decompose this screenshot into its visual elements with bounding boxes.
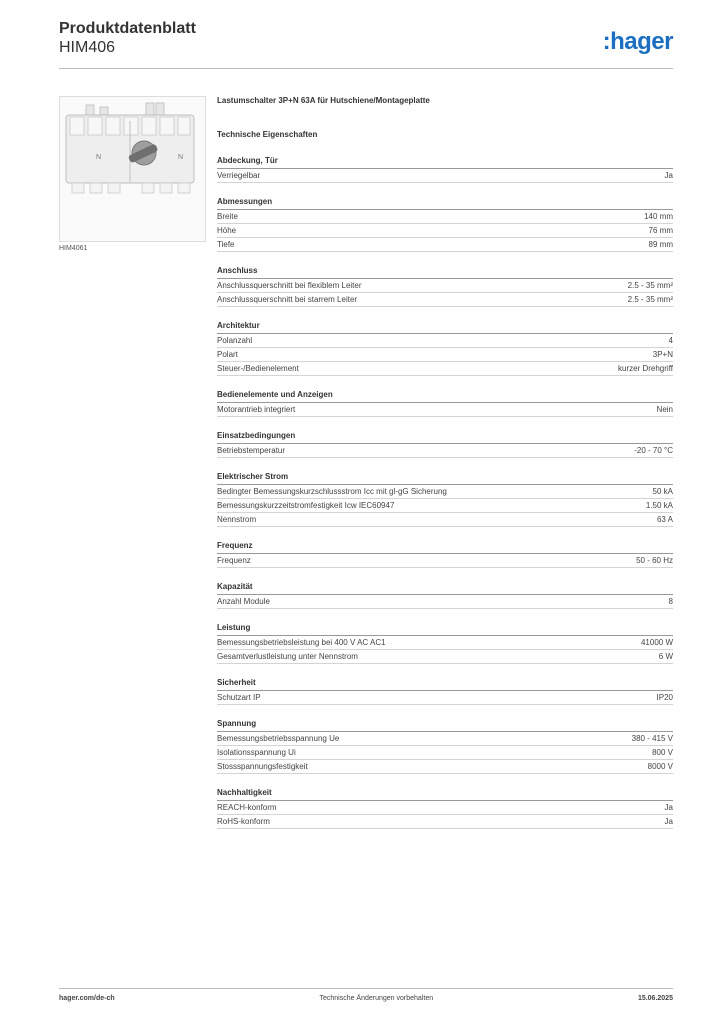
spec-row xyxy=(217,760,673,774)
spec-row xyxy=(217,499,673,513)
spec-label: Tiefe xyxy=(217,240,235,249)
spec-section xyxy=(217,582,673,609)
spec-value: 89 mm xyxy=(648,240,673,249)
spec-value: Ja xyxy=(664,171,673,180)
spec-label: Bemessungskurzzeitstromfestigkeit Icw IEC60947 xyxy=(217,501,395,510)
footer-date: 15.06.2025 xyxy=(637,995,673,1002)
spec-row xyxy=(217,746,673,760)
spec-row xyxy=(217,595,673,609)
spec-value: kurzer Drehgriff xyxy=(618,364,673,373)
spec-row xyxy=(217,513,673,527)
spec-row xyxy=(217,238,673,252)
spec-section xyxy=(217,678,673,705)
spec-value: 41000 W xyxy=(640,638,673,647)
spec-value: IP20 xyxy=(656,693,673,702)
spec-value: Nein xyxy=(656,405,673,414)
section-heading: Elektrischer Strom xyxy=(217,472,673,485)
page-footer xyxy=(59,988,673,1002)
spec-row xyxy=(217,801,673,815)
spec-label: RoHS-konform xyxy=(217,817,270,826)
spec-row xyxy=(217,691,673,705)
product-code: HIM406 xyxy=(59,39,116,56)
section-heading: Architektur xyxy=(217,321,673,334)
spec-label: Bemessungsbetriebsspannung Ue xyxy=(217,734,340,743)
spec-value: 380 - 415 V xyxy=(631,734,673,743)
spec-row xyxy=(217,732,673,746)
svg-text:N: N xyxy=(96,154,102,161)
spec-value: 63 A xyxy=(656,515,673,524)
spec-label: Polanzahl xyxy=(217,336,253,345)
hager-logo: :hager xyxy=(602,28,673,55)
section-heading: Nachhaltigkeit xyxy=(217,788,673,801)
section-heading: Anschluss xyxy=(217,266,673,279)
spec-label: Anzahl Module xyxy=(217,597,270,606)
footer-website-link[interactable]: hager.com/de-ch xyxy=(59,995,115,1002)
spec-section xyxy=(217,472,673,527)
spec-value: Ja xyxy=(664,803,673,812)
spec-row xyxy=(217,169,673,183)
spec-label: Anschlussquerschnitt bei flexiblem Leiter xyxy=(217,281,362,290)
spec-label: Bemessungsbetriebsleistung bei 400 V AC AC1 xyxy=(217,638,386,647)
spec-row xyxy=(217,444,673,458)
spec-label: Anschlussquerschnitt bei starrem Leiter xyxy=(217,295,358,304)
spec-value: Ja xyxy=(664,817,673,826)
section-heading: Kapazität xyxy=(217,582,673,595)
section-heading: Abmessungen xyxy=(217,197,673,210)
spec-value: 76 mm xyxy=(648,226,673,235)
switch-illustration xyxy=(60,97,205,241)
spec-label: Steuer-/Bedienelement xyxy=(217,364,299,373)
spec-label: Schutzart IP xyxy=(217,693,261,702)
spec-value: 2.5 - 35 mm² xyxy=(627,295,673,304)
spec-value: 8000 V xyxy=(647,762,673,771)
spec-section xyxy=(217,321,673,376)
section-heading: Abdeckung, Tür xyxy=(217,156,673,169)
spec-value: 6 W xyxy=(658,652,673,661)
spec-row xyxy=(217,348,673,362)
section-heading: Spannung xyxy=(217,719,673,732)
spec-value: 4 xyxy=(668,336,673,345)
technical-properties-heading: Technische Eigenschaften xyxy=(217,130,318,139)
spec-row xyxy=(217,334,673,348)
spec-section xyxy=(217,431,673,458)
spec-label: Stossspannungsfestigkeit xyxy=(217,762,308,771)
product-image xyxy=(59,96,206,242)
spec-section xyxy=(217,266,673,307)
spec-label: Frequenz xyxy=(217,556,251,565)
spec-row xyxy=(217,210,673,224)
section-heading: Frequenz xyxy=(217,541,673,554)
spec-section xyxy=(217,156,673,183)
footer-disclaimer: Technische Änderungen vorbehalten xyxy=(319,995,434,1002)
section-heading: Einsatzbedingungen xyxy=(217,431,673,444)
spec-value: -20 - 70 °C xyxy=(634,446,673,455)
spec-row xyxy=(217,554,673,568)
spec-value: 1.50 kA xyxy=(645,501,673,510)
spec-value: 2.5 - 35 mm² xyxy=(627,281,673,290)
spec-row xyxy=(217,362,673,376)
spec-label: Nennstrom xyxy=(217,515,257,524)
page-header xyxy=(59,20,673,68)
spec-section xyxy=(217,623,673,664)
spec-value: 8 xyxy=(668,597,673,606)
document-title: Produktdatenblatt xyxy=(59,20,196,37)
spec-label: Verriegelbar xyxy=(217,171,261,180)
spec-label: Höhe xyxy=(217,226,237,235)
header-divider xyxy=(59,68,673,69)
section-heading: Sicherheit xyxy=(217,678,673,691)
spec-row xyxy=(217,636,673,650)
spec-row xyxy=(217,224,673,238)
spec-row xyxy=(217,485,673,499)
product-title: Lastumschalter 3P+N 63A für Hutschiene/Montageplatte xyxy=(217,96,430,105)
spec-row xyxy=(217,293,673,307)
spec-section xyxy=(217,719,673,774)
spec-label: Motorantrieb integriert xyxy=(217,405,296,414)
spec-value: 50 kA xyxy=(652,487,673,496)
spec-value: 140 mm xyxy=(644,212,673,221)
spec-value: 3P+N xyxy=(652,350,673,359)
image-caption: HIM4061 xyxy=(59,245,88,252)
spec-section xyxy=(217,197,673,252)
spec-row xyxy=(217,650,673,664)
spec-row xyxy=(217,815,673,829)
spec-label: Gesamtverlustleistung unter Nennstrom xyxy=(217,652,358,661)
spec-label: Bedingter Bemessungskurzschlussstrom Icc mit gl-gG Sicherung xyxy=(217,487,447,496)
spec-label: Betriebstemperatur xyxy=(217,446,286,455)
spec-value: 50 - 60 Hz xyxy=(636,556,673,565)
spec-row xyxy=(217,403,673,417)
spec-label: REACH-konform xyxy=(217,803,277,812)
spec-content xyxy=(217,96,673,829)
section-heading: Leistung xyxy=(217,623,673,636)
section-heading: Bedienelemente und Anzeigen xyxy=(217,390,673,403)
spec-section xyxy=(217,541,673,568)
spec-label: Breite xyxy=(217,212,238,221)
spec-label: Polart xyxy=(217,350,238,359)
spec-section xyxy=(217,390,673,417)
spec-value: 800 V xyxy=(652,748,673,757)
spec-row xyxy=(217,279,673,293)
svg-text:N: N xyxy=(178,154,184,161)
spec-label: Isolationsspannung Ui xyxy=(217,748,296,757)
spec-sections xyxy=(217,156,673,829)
spec-section xyxy=(217,788,673,829)
